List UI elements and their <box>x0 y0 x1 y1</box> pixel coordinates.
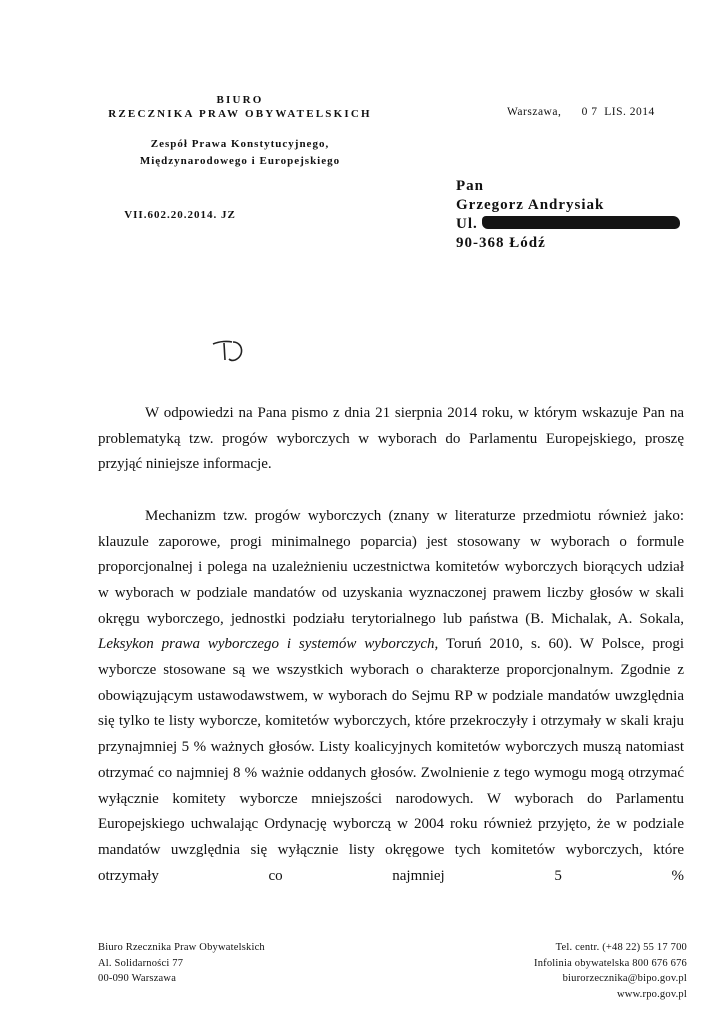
footer-address <box>98 940 265 987</box>
recipient-city: 90-368 Łódź <box>456 235 546 251</box>
cited-book-title: Leksykon prawa wyborczego i systemów wyborczych, <box>98 636 439 653</box>
footer-postal: 00-090 Warszawa <box>98 973 177 984</box>
office-name-line2: RZECZNIKA PRAW OBYWATELSKICH <box>108 108 372 120</box>
letter-body <box>98 401 684 889</box>
footer-office: Biuro Rzecznika Praw Obywatelskich <box>98 942 265 953</box>
footer-email[interactable]: biurorzecznika@bipo.gov.pl <box>562 973 687 984</box>
handwritten-mark <box>210 338 250 364</box>
recipient-salutation: Pan <box>456 178 485 194</box>
recipient-address <box>456 177 680 253</box>
paragraph-2-text-a: Mechanizm tzw. progów wyborczych (znany w literaturze przedmiotu również jako: klauzule zaporowe, progi minimalnego poparcia) jest stosowany w wyborach o formule proporcjonalnej i polega na uzależnieniu uczestnictwa komitetów wyborczych biorących udział w wyborach w podziale mandatów od uzyskania wyznaczonej prawem liczby głosów w skali okręgu wyborczego, jednostki podziału terytorialnego lub państwa (B. Michalak, A. Sokala, <box>98 507 684 627</box>
redaction-bar <box>482 216 680 229</box>
paragraph-2-text-b: Toruń 2010, s. 60). W Polsce, progi wyborcze stosowane są we wszystkich wyborach o charakterze proporcjonalnym. Zgodnie z obowiązującym ustawodawstwem, w wyborach do Sejmu RP w podziale mandatów uwzględnia się tylko te listy wyborcze, komitetów wyborczych, które przekroczyły i otrzymały w skali kraju przynajmniej 5 % ważnych głosów. Listy koalicyjnych komitetów wyborczych muszą natomiast otrzymać co najmniej 8 % ważnie oddanych głosów. Zwolnienie z tego wymogu mogą otrzymać wyłącznie komitety wyborcze mniejszości narodowych. W wyborach do Parlamentu Europejskiego uchwalając Ordynację wyborczą w 2004 roku również przyjęto, że w podziale mandatów uwzględnia się wyłącznie listy okręgowe tych komitetów wyborczych, które otrzymały co najmniej 5 % <box>98 636 684 884</box>
reference-number: VII.602.20.2014. JZ <box>124 209 236 221</box>
paragraph-2 <box>98 504 684 890</box>
team-name-line1: Zespół Prawa Konstytucyjnego, <box>150 138 330 150</box>
footer-street: Al. Solidarności 77 <box>98 957 184 969</box>
date: 0 7 LIS. 2014 <box>581 106 655 118</box>
footer-contact <box>427 940 687 1002</box>
place-date <box>507 106 655 118</box>
place: Warszawa, <box>507 106 562 118</box>
recipient-name: Grzegorz Andrysiak <box>456 197 605 213</box>
recipient-street <box>456 215 680 234</box>
footer-website[interactable]: www.rpo.gov.pl <box>617 988 687 1000</box>
office-name-line1: BIURO <box>216 94 264 106</box>
footer-hotline: Infolinia obywatelska 800 676 676 <box>534 957 687 969</box>
street-prefix: Ul. <box>456 216 478 232</box>
team-name-line2: Międzynarodowego i Europejskiego <box>139 155 341 167</box>
footer-phone: Tel. centr. (+48 22) 55 17 700 <box>555 942 687 953</box>
paragraph-1: W odpowiedzi na Pana pismo z dnia 21 sierpnia 2014 roku, w którym wskazuje Pan na problematyką tzw. progów wyborczych w wyborach do Parlamentu Europejskiego, proszę przyjąć niniejsze informacje. <box>98 405 684 473</box>
